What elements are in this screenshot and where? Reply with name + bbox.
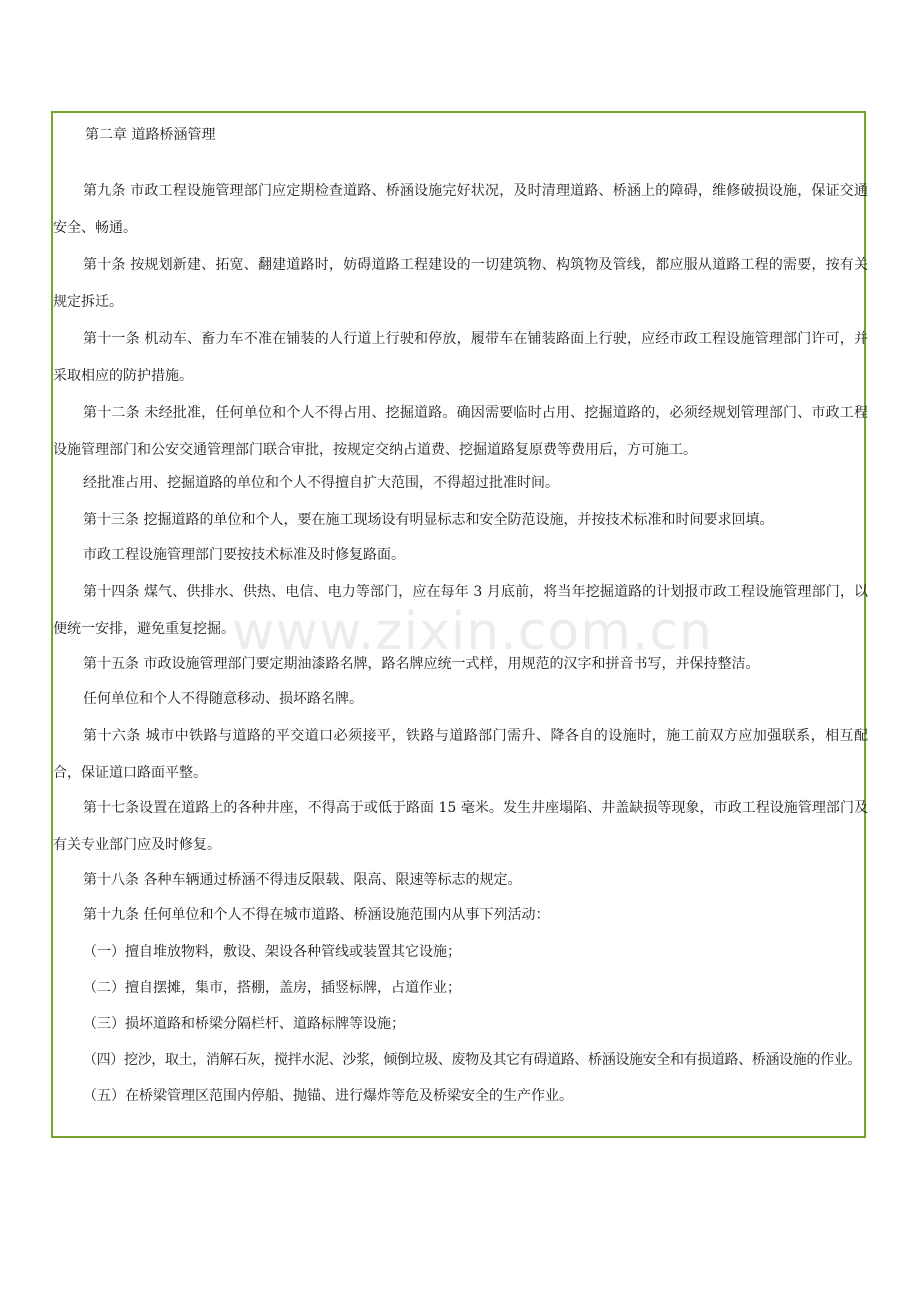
chapter-heading: 第二章 道路桥涵管理: [85, 127, 216, 143]
article-12: 第十二条 未经批准，任何单位和个人不得占用、挖掘道路。确因需要临时占用、挖掘道路的，必须经规划管理部门、市政工程设施管理部门和公安交通管理部门联合审批，按规定交纳占道费、挖掘道路复原费等费用后，方可施工。: [53, 405, 868, 458]
article-18: 第十八条 各种车辆通过桥涵不得违反限载、限高、限速等标志的规定。: [83, 872, 522, 888]
article-15: 第十五条 市政设施管理部门要定期油漆路名牌，路名牌应统一式样，用规范的汉字和拼音书写，并保持整洁。: [83, 656, 760, 672]
article-11: 第十一条 机动车、畜力车不准在铺装的人行道上行驶和停放，履带车在铺装路面上行驶，应经市政工程设施管理部门许可，并采取相应的防护措施。: [53, 331, 868, 384]
article-19: 第十九条 任何单位和个人不得在城市道路、桥涵设施范围内从事下列活动：: [83, 907, 550, 923]
article-19-item-4: （四）挖沙，取土，消解石灰，搅拌水泥、沙浆，倾倒垃圾、废物及其它有碍道路、桥涵设施安全和有损道路、桥涵设施的作业。: [83, 1052, 862, 1068]
article-19-item-3: （三）损坏道路和桥梁分隔栏杆、道路标牌等设施；: [83, 1016, 405, 1032]
article-13-note: 市政工程设施管理部门要按技术标准及时修复路面。: [83, 547, 405, 563]
article-19-item-1: （一）擅自堆放物料，敷设、架设各种管线或装置其它设施；: [83, 944, 461, 960]
article-16: 第十六条 城市中铁路与道路的平交道口必须接平，铁路与道路部门需升、降各自的设施时，施工前双方应加强联系，相互配合，保证道口路面平整。: [53, 728, 868, 781]
article-19-item-5: （五）在桥梁管理区范围内停船、抛锚、进行爆炸等危及桥梁安全的生产作业。: [83, 1088, 573, 1104]
watermark: www.zixin.com.cn: [232, 602, 713, 662]
article-13: 第十三条 挖掘道路的单位和个人，要在施工现场设有明显标志和安全防范设施，并按技术标准和时间要求回填。: [83, 512, 774, 528]
article-17: 第十七条设置在道路上的各种井座，不得高于或低于路面 15 毫米。发生井座塌陷、井盖缺损等现象，市政工程设施管理部门及有关专业部门应及时修复。: [53, 800, 868, 853]
article-19-item-2: （二）擅自摆摊，集市，搭棚，盖房，插竖标牌，占道作业；: [83, 980, 461, 996]
article-12-note: 经批准占用、挖掘道路的单位和个人不得擅自扩大范围，不得超过批准时间。: [83, 475, 559, 491]
article-10: 第十条 按规划新建、拓宽、翻建道路时，妨碍道路工程建设的一切建筑物、构筑物及管线，都应服从道路工程的需要，按有关规定拆迁。: [53, 257, 868, 310]
article-9: 第九条 市政工程设施管理部门应定期检查道路、桥涵设施完好状况，及时清理道路、桥涵上的障碍，维修破损设施，保证交通安全、畅通。: [53, 183, 868, 236]
article-15-note: 任何单位和个人不得随意移动、损坏路名牌。: [83, 691, 363, 707]
document-frame: [51, 111, 866, 1138]
article-14: 第十四条 煤气、供排水、供热、电信、电力等部门，应在每年 3 月底前，将当年挖掘道路的计划报市政工程设施管理部门，以便统一安排，避免重复挖掘。: [53, 584, 868, 637]
